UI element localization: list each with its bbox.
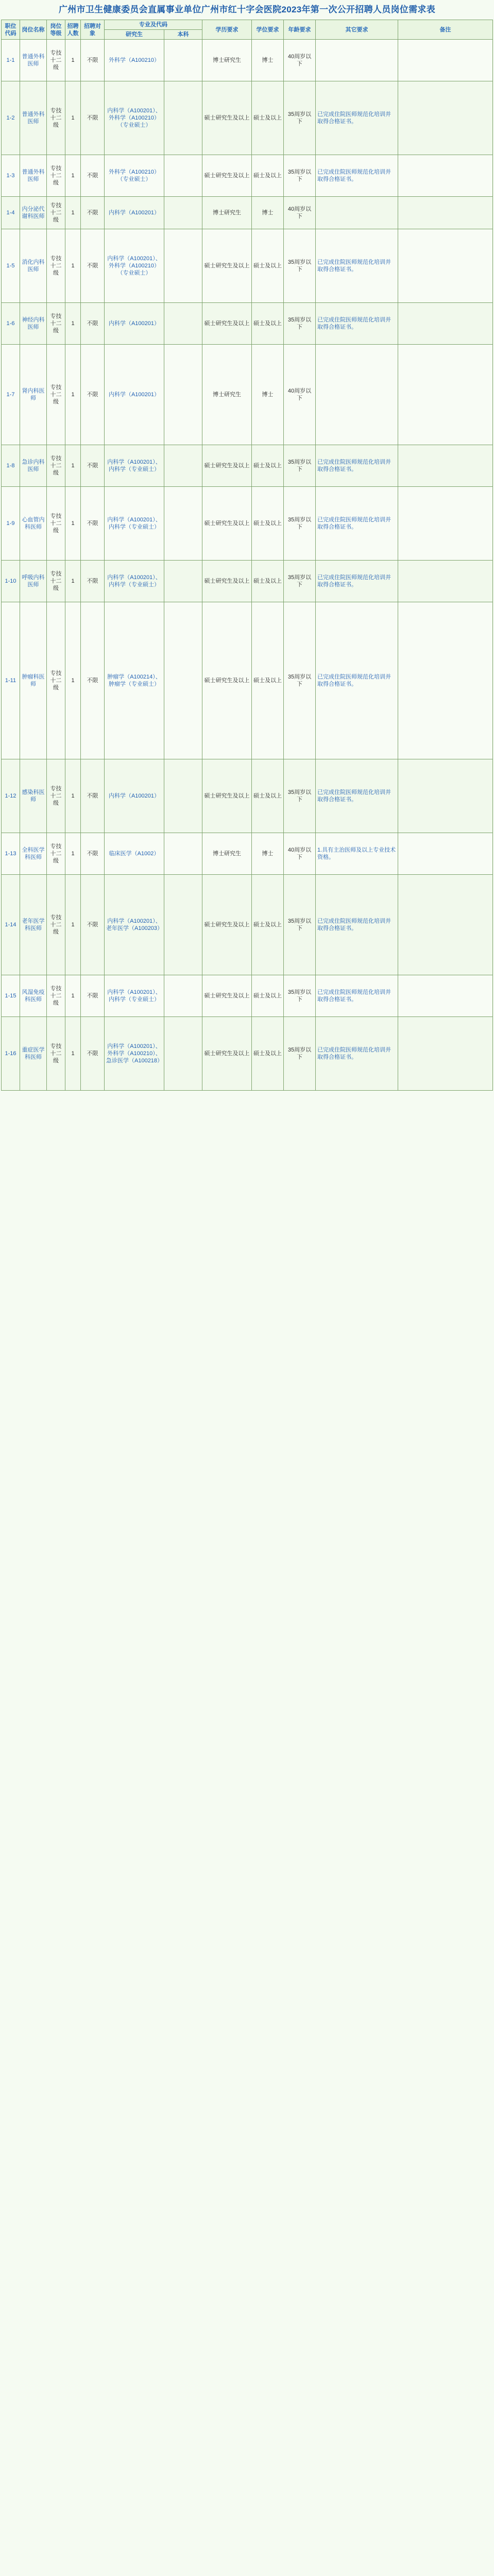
cell-undergrad — [164, 197, 202, 229]
cell-remark — [398, 975, 493, 1017]
cell-count: 1 — [65, 561, 81, 602]
cell-edu: 博士研究生 — [202, 40, 252, 81]
cell-method: 不限 — [81, 445, 105, 487]
cell-code: 1-13 — [2, 833, 20, 875]
cell-count: 1 — [65, 602, 81, 759]
cell-other: 已完成住院医师规范化培训并取得合格证书。 — [316, 759, 398, 833]
cell-count: 1 — [65, 445, 81, 487]
header-dept: 岗位名称 — [20, 20, 47, 40]
cell-undergrad — [164, 1017, 202, 1091]
cell-dept: 全科医学科医师 — [20, 833, 47, 875]
cell-degree: 硕士及以上 — [252, 81, 284, 155]
cell-code: 1-3 — [2, 155, 20, 197]
cell-degree: 硕士及以上 — [252, 561, 284, 602]
cell-dept: 呼吸内科医师 — [20, 561, 47, 602]
cell-count: 1 — [65, 833, 81, 875]
cell-age: 35周岁以下 — [284, 303, 316, 345]
cell-other: 已完成住院医师规范化培训并取得合格证书。 — [316, 155, 398, 197]
cell-level: 专技十二级 — [47, 155, 65, 197]
cell-remark — [398, 487, 493, 561]
cell-degree: 硕士及以上 — [252, 229, 284, 303]
cell-undergrad — [164, 561, 202, 602]
cell-method: 不限 — [81, 487, 105, 561]
cell-remark — [398, 155, 493, 197]
cell-undergrad — [164, 155, 202, 197]
cell-level: 专技十二级 — [47, 561, 65, 602]
cell-edu: 博士研究生 — [202, 345, 252, 445]
cell-grad: 内科学（A100201）、内科学（专业硕士） — [105, 975, 164, 1017]
header-undergrad: 本科 — [164, 30, 202, 40]
cell-remark — [398, 833, 493, 875]
cell-remark — [398, 875, 493, 975]
cell-level: 专技十二级 — [47, 40, 65, 81]
cell-code: 1-9 — [2, 487, 20, 561]
page-title: 广州市卫生健康委员会直属事业单位广州市红十字会医院2023年第一次公开招聘人员岗位需求表 — [58, 5, 436, 14]
cell-grad: 内科学（A100201）、外科学（A100210）（专业硕士） — [105, 229, 164, 303]
cell-remark — [398, 40, 493, 81]
cell-degree: 硕士及以上 — [252, 602, 284, 759]
cell-undergrad — [164, 81, 202, 155]
cell-remark — [398, 229, 493, 303]
cell-dept: 重症医学科医师 — [20, 1017, 47, 1091]
header-row — [2, 20, 493, 30]
cell-undergrad — [164, 445, 202, 487]
cell-age: 35周岁以下 — [284, 875, 316, 975]
header-other: 其它要求 — [316, 20, 398, 40]
cell-edu: 硕士研究生及以上 — [202, 303, 252, 345]
cell-other: 已完成住院医师规范化培训并取得合格证书。 — [316, 602, 398, 759]
cell-remark — [398, 445, 493, 487]
cell-remark — [398, 759, 493, 833]
cell-grad: 外科学（A100210）（专业硕士） — [105, 155, 164, 197]
cell-remark — [398, 303, 493, 345]
cell-edu: 硕士研究生及以上 — [202, 1017, 252, 1091]
cell-undergrad — [164, 602, 202, 759]
cell-code: 1-5 — [2, 229, 20, 303]
header-code: 职位代码 — [2, 20, 20, 40]
table-row — [2, 1017, 493, 1091]
cell-grad: 内科学（A100201）、老年医学（A100203） — [105, 875, 164, 975]
header-method: 招聘对象 — [81, 20, 105, 40]
cell-dept: 肾内科医师 — [20, 345, 47, 445]
cell-other: 已完成住院医师规范化培训并取得合格证书。 — [316, 487, 398, 561]
cell-degree: 硕士及以上 — [252, 875, 284, 975]
cell-count: 1 — [65, 1017, 81, 1091]
cell-grad: 内科学（A100201）、内科学（专业硕士） — [105, 487, 164, 561]
cell-undergrad — [164, 40, 202, 81]
cell-count: 1 — [65, 197, 81, 229]
cell-grad: 内科学（A100201）、外科学（A100210）、急诊医学（A100218） — [105, 1017, 164, 1091]
cell-age: 35周岁以下 — [284, 975, 316, 1017]
cell-grad: 内科学（A100201） — [105, 759, 164, 833]
table-row — [2, 759, 493, 833]
table-row — [2, 445, 493, 487]
cell-grad: 内科学（A100201）、内科学（专业硕士） — [105, 561, 164, 602]
cell-other — [316, 197, 398, 229]
cell-remark — [398, 197, 493, 229]
cell-edu: 硕士研究生及以上 — [202, 445, 252, 487]
cell-method: 不限 — [81, 1017, 105, 1091]
cell-age: 35周岁以下 — [284, 81, 316, 155]
cell-degree: 硕士及以上 — [252, 1017, 284, 1091]
table-row — [2, 345, 493, 445]
table-row — [2, 875, 493, 975]
cell-age: 40周岁以下 — [284, 833, 316, 875]
cell-grad: 内科学（A100201）、外科学（A100210）（专业硕士） — [105, 81, 164, 155]
table-row — [2, 303, 493, 345]
cell-dept: 普通外科医师 — [20, 155, 47, 197]
cell-degree: 硕士及以上 — [252, 155, 284, 197]
table-row — [2, 833, 493, 875]
cell-dept: 肿瘤科医师 — [20, 602, 47, 759]
cell-undergrad — [164, 345, 202, 445]
cell-level: 专技十二级 — [47, 833, 65, 875]
cell-level: 专技十二级 — [47, 875, 65, 975]
cell-level: 专技十二级 — [47, 229, 65, 303]
cell-edu: 硕士研究生及以上 — [202, 155, 252, 197]
cell-dept: 感染科医师 — [20, 759, 47, 833]
header-grad: 研究生 — [105, 30, 164, 40]
cell-other — [316, 345, 398, 445]
cell-undergrad — [164, 875, 202, 975]
table-row — [2, 487, 493, 561]
cell-code: 1-16 — [2, 1017, 20, 1091]
cell-other: 已完成住院医师规范化培训并取得合格证书。 — [316, 445, 398, 487]
cell-method: 不限 — [81, 875, 105, 975]
cell-degree: 硕士及以上 — [252, 975, 284, 1017]
cell-code: 1-7 — [2, 345, 20, 445]
cell-degree: 博士 — [252, 833, 284, 875]
cell-method: 不限 — [81, 759, 105, 833]
cell-age: 35周岁以下 — [284, 487, 316, 561]
cell-edu: 硕士研究生及以上 — [202, 759, 252, 833]
recruitment-table — [1, 20, 493, 1091]
cell-degree: 博士 — [252, 40, 284, 81]
cell-code: 1-1 — [2, 40, 20, 81]
cell-age: 35周岁以下 — [284, 445, 316, 487]
cell-remark — [398, 561, 493, 602]
cell-degree: 硕士及以上 — [252, 445, 284, 487]
cell-undergrad — [164, 487, 202, 561]
cell-remark — [398, 1017, 493, 1091]
cell-level: 专技十二级 — [47, 487, 65, 561]
cell-level: 专技十二级 — [47, 303, 65, 345]
header-degree: 学位要求 — [252, 20, 284, 40]
cell-age: 35周岁以下 — [284, 1017, 316, 1091]
cell-count: 1 — [65, 229, 81, 303]
cell-level: 专技十二级 — [47, 197, 65, 229]
header-age: 年龄要求 — [284, 20, 316, 40]
cell-code: 1-6 — [2, 303, 20, 345]
cell-dept: 消化内科医师 — [20, 229, 47, 303]
cell-degree: 硕士及以上 — [252, 487, 284, 561]
cell-other: 已完成住院医师规范化培训并取得合格证书。 — [316, 229, 398, 303]
header-edu: 学历要求 — [202, 20, 252, 40]
cell-grad: 内科学（A100201） — [105, 345, 164, 445]
cell-remark — [398, 345, 493, 445]
cell-age: 35周岁以下 — [284, 602, 316, 759]
cell-level: 专技十二级 — [47, 759, 65, 833]
cell-other: 已完成住院医师规范化培训并取得合格证书。 — [316, 975, 398, 1017]
table-row — [2, 155, 493, 197]
table-row — [2, 975, 493, 1017]
cell-undergrad — [164, 975, 202, 1017]
cell-code: 1-12 — [2, 759, 20, 833]
cell-age: 35周岁以下 — [284, 561, 316, 602]
table-row — [2, 197, 493, 229]
cell-edu: 硕士研究生及以上 — [202, 229, 252, 303]
cell-code: 1-2 — [2, 81, 20, 155]
cell-count: 1 — [65, 875, 81, 975]
cell-method: 不限 — [81, 303, 105, 345]
cell-level: 专技十二级 — [47, 445, 65, 487]
cell-level: 专技十二级 — [47, 345, 65, 445]
cell-count: 1 — [65, 975, 81, 1017]
cell-age: 35周岁以下 — [284, 759, 316, 833]
cell-method: 不限 — [81, 155, 105, 197]
cell-dept: 内分泌代谢科医师 — [20, 197, 47, 229]
table-row — [2, 40, 493, 81]
cell-other: 已完成住院医师规范化培训并取得合格证书。 — [316, 81, 398, 155]
cell-undergrad — [164, 833, 202, 875]
cell-remark — [398, 81, 493, 155]
table-row — [2, 602, 493, 759]
cell-age: 40周岁以下 — [284, 345, 316, 445]
cell-other: 已完成住院医师规范化培训并取得合格证书。 — [316, 875, 398, 975]
cell-count: 1 — [65, 487, 81, 561]
cell-degree: 硕士及以上 — [252, 303, 284, 345]
cell-method: 不限 — [81, 197, 105, 229]
table-row — [2, 81, 493, 155]
cell-count: 1 — [65, 81, 81, 155]
cell-other — [316, 40, 398, 81]
cell-dept: 心血管内科医师 — [20, 487, 47, 561]
cell-remark — [398, 602, 493, 759]
cell-method: 不限 — [81, 229, 105, 303]
header-major: 专业及代码 — [105, 20, 202, 30]
cell-dept: 普通外科医师 — [20, 40, 47, 81]
cell-code: 1-4 — [2, 197, 20, 229]
cell-age: 35周岁以下 — [284, 229, 316, 303]
cell-method: 不限 — [81, 81, 105, 155]
cell-code: 1-10 — [2, 561, 20, 602]
cell-level: 专技十二级 — [47, 1017, 65, 1091]
cell-age: 40周岁以下 — [284, 40, 316, 81]
cell-other: 已完成住院医师规范化培训并取得合格证书。 — [316, 1017, 398, 1091]
cell-grad: 临床医学（A1002） — [105, 833, 164, 875]
cell-grad: 内科学（A100201） — [105, 303, 164, 345]
cell-method: 不限 — [81, 345, 105, 445]
cell-count: 1 — [65, 345, 81, 445]
cell-other: 1.具有主治医师及以上专业技术资格。 — [316, 833, 398, 875]
cell-level: 专技十二级 — [47, 602, 65, 759]
cell-count: 1 — [65, 303, 81, 345]
cell-dept: 普通外科医师 — [20, 81, 47, 155]
cell-other: 已完成住院医师规范化培训并取得合格证书。 — [316, 561, 398, 602]
cell-degree: 硕士及以上 — [252, 759, 284, 833]
cell-dept: 风湿免疫科医师 — [20, 975, 47, 1017]
cell-code: 1-14 — [2, 875, 20, 975]
cell-grad: 内科学（A100201）、内科学（专业硕士） — [105, 445, 164, 487]
cell-code: 1-11 — [2, 602, 20, 759]
cell-edu: 博士研究生 — [202, 197, 252, 229]
cell-grad: 肿瘤学（A100214）、肿瘤学（专业硕士） — [105, 602, 164, 759]
cell-dept: 老年医学科医师 — [20, 875, 47, 975]
table-row — [2, 561, 493, 602]
cell-undergrad — [164, 229, 202, 303]
cell-edu: 硕士研究生及以上 — [202, 875, 252, 975]
header-level: 岗位等级 — [47, 20, 65, 40]
cell-edu: 硕士研究生及以上 — [202, 602, 252, 759]
cell-code: 1-15 — [2, 975, 20, 1017]
cell-count: 1 — [65, 155, 81, 197]
cell-edu: 硕士研究生及以上 — [202, 561, 252, 602]
cell-method: 不限 — [81, 40, 105, 81]
cell-dept: 急诊内科医师 — [20, 445, 47, 487]
cell-grad: 外科学（A100210） — [105, 40, 164, 81]
cell-age: 40周岁以下 — [284, 197, 316, 229]
cell-undergrad — [164, 303, 202, 345]
cell-degree: 博士 — [252, 345, 284, 445]
cell-method: 不限 — [81, 561, 105, 602]
cell-edu: 硕士研究生及以上 — [202, 975, 252, 1017]
cell-level: 专技十二级 — [47, 975, 65, 1017]
cell-method: 不限 — [81, 833, 105, 875]
cell-grad: 内科学（A100201） — [105, 197, 164, 229]
cell-degree: 博士 — [252, 197, 284, 229]
cell-undergrad — [164, 759, 202, 833]
header-count: 招聘人数 — [65, 20, 81, 40]
cell-method: 不限 — [81, 602, 105, 759]
table-row — [2, 229, 493, 303]
cell-count: 1 — [65, 759, 81, 833]
cell-edu: 硕士研究生及以上 — [202, 487, 252, 561]
cell-count: 1 — [65, 40, 81, 81]
cell-code: 1-8 — [2, 445, 20, 487]
cell-method: 不限 — [81, 975, 105, 1017]
cell-age: 35周岁以下 — [284, 155, 316, 197]
cell-dept: 神经内科医师 — [20, 303, 47, 345]
cell-other: 已完成住院医师规范化培训并取得合格证书。 — [316, 303, 398, 345]
cell-edu: 博士研究生 — [202, 833, 252, 875]
header-remark: 备注 — [398, 20, 493, 40]
cell-level: 专技十二级 — [47, 81, 65, 155]
cell-edu: 硕士研究生及以上 — [202, 81, 252, 155]
